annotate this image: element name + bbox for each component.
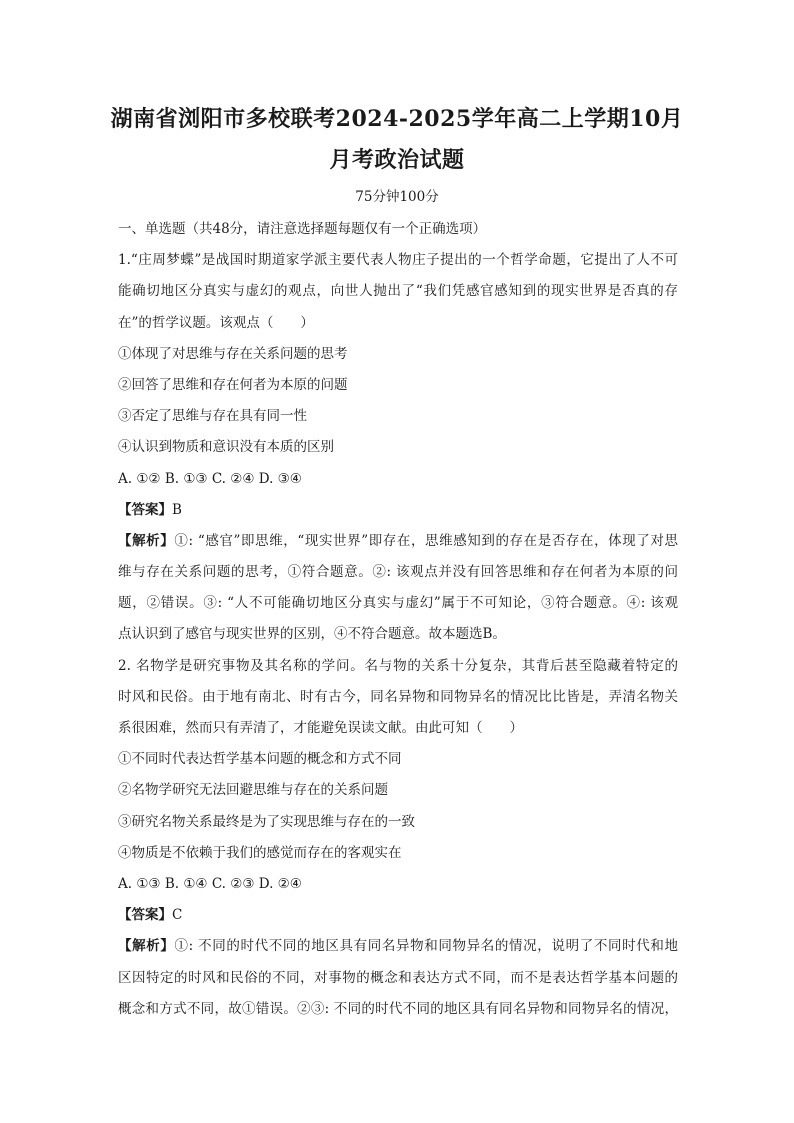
- answer-line: [118, 900, 678, 931]
- question-option: ②名物学研究无法回避思维与存在的关系问题: [118, 782, 388, 799]
- analysis-label: 【解析】: [118, 938, 175, 955]
- question-option: ②回答了思维和存在何者为本原的问题: [118, 376, 348, 393]
- question-stem-line: 系很困难，然而只有弄清了，才能避免误读文献。由此可知（ ）: [118, 720, 523, 736]
- question-option: ③研究名物关系最终是为了实现思维与存在的一致: [118, 813, 415, 830]
- analysis-line: 题，②错误。③: “人不可能确切地区分真实与虚幻”属于不可知论，③符合题意。④: 该观: [118, 595, 678, 612]
- analysis-line: [118, 931, 678, 962]
- question-option: ①不同时代表达哲学基本问题的概念和方式不同: [118, 751, 402, 768]
- analysis-text: ①: “感官”即思维，“现实世界”即存在，思维感知到的存在是否存在，体现了对思: [174, 532, 678, 549]
- document-title-line-1: 湖南省浏阳市多校联考2024-2025学年高二上学期10月: [110, 106, 684, 132]
- exam-duration-score: 75分钟100分: [355, 189, 439, 205]
- answer-label: 【答案】: [118, 907, 172, 924]
- question-option: ④物质是不依赖于我们的感觉而存在的客观实在: [118, 844, 402, 861]
- question-stem-line: 在”的哲学议题。该观点（ ）: [118, 314, 314, 331]
- analysis-line: [118, 526, 678, 557]
- question-stem-line: 时风和民俗。由于地有南北、时有古今，同名异物和同物异名的情况比比皆是，弄清名物关: [118, 688, 678, 705]
- answer-value: C: [172, 907, 183, 924]
- analysis-label: 【解析】: [118, 532, 175, 549]
- analysis-text: ①: 不同的时代不同的地区具有同名异物和同物异名的情况，说明了不同时代和地: [174, 938, 678, 955]
- question-option: ③否定了思维与存在具有同一性: [118, 408, 307, 425]
- section-header: 一、单选题（共48分，请注意选择题每题仅有一个正确选项）: [118, 221, 487, 237]
- analysis-line: 区因特定的时风和民俗的不同，对事物的概念和表达方式不同，而不是表达哲学基本问题的: [118, 969, 678, 986]
- question-option: ④认识到物质和意识没有本质的区别: [118, 439, 334, 456]
- answer-choices: A. ①③ B. ①④ C. ②③ D. ②④: [118, 875, 302, 892]
- question-option: ①体现了对思维与存在关系问题的思考: [118, 345, 348, 362]
- answer-label: 【答案】: [118, 501, 172, 518]
- question-stem-line: 2. 名物学是研究事物及其名称的学问。名与物的关系十分复杂，其背后甚至隐藏着特定的: [118, 657, 678, 674]
- answer-line: [118, 495, 678, 526]
- question-1: [118, 245, 678, 650]
- analysis-line: 点认识到了感官与现实世界的区别，④不符合题意。故本题选B。: [118, 626, 506, 643]
- answer-value: B: [172, 501, 182, 518]
- question-2: [118, 651, 678, 1025]
- analysis-line: 维与存在关系问题的思考，①符合题意。②: 该观点并没有回答思维和存在何者为本原的问: [118, 564, 678, 581]
- question-stem-line: 能确切地区分真实与虚幻的观点，向世人抛出了“我们凭感官感知到的现实世界是否真的存: [118, 283, 678, 300]
- analysis-line: 概念和方式不同，故①错误。②③: 不同的时代不同的地区具有同名异物和同物异名的情况，: [118, 1000, 678, 1017]
- question-stem-line: 1.“庄周梦蝶”是战国时期道家学派主要代表人物庄子提出的一个哲学命题，它提出了人不可: [118, 252, 678, 269]
- document-title-line-2: 月考政治试题: [329, 147, 465, 173]
- answer-choices: A. ①② B. ①③ C. ②④ D. ③④: [118, 470, 302, 487]
- document-body: [118, 214, 678, 1025]
